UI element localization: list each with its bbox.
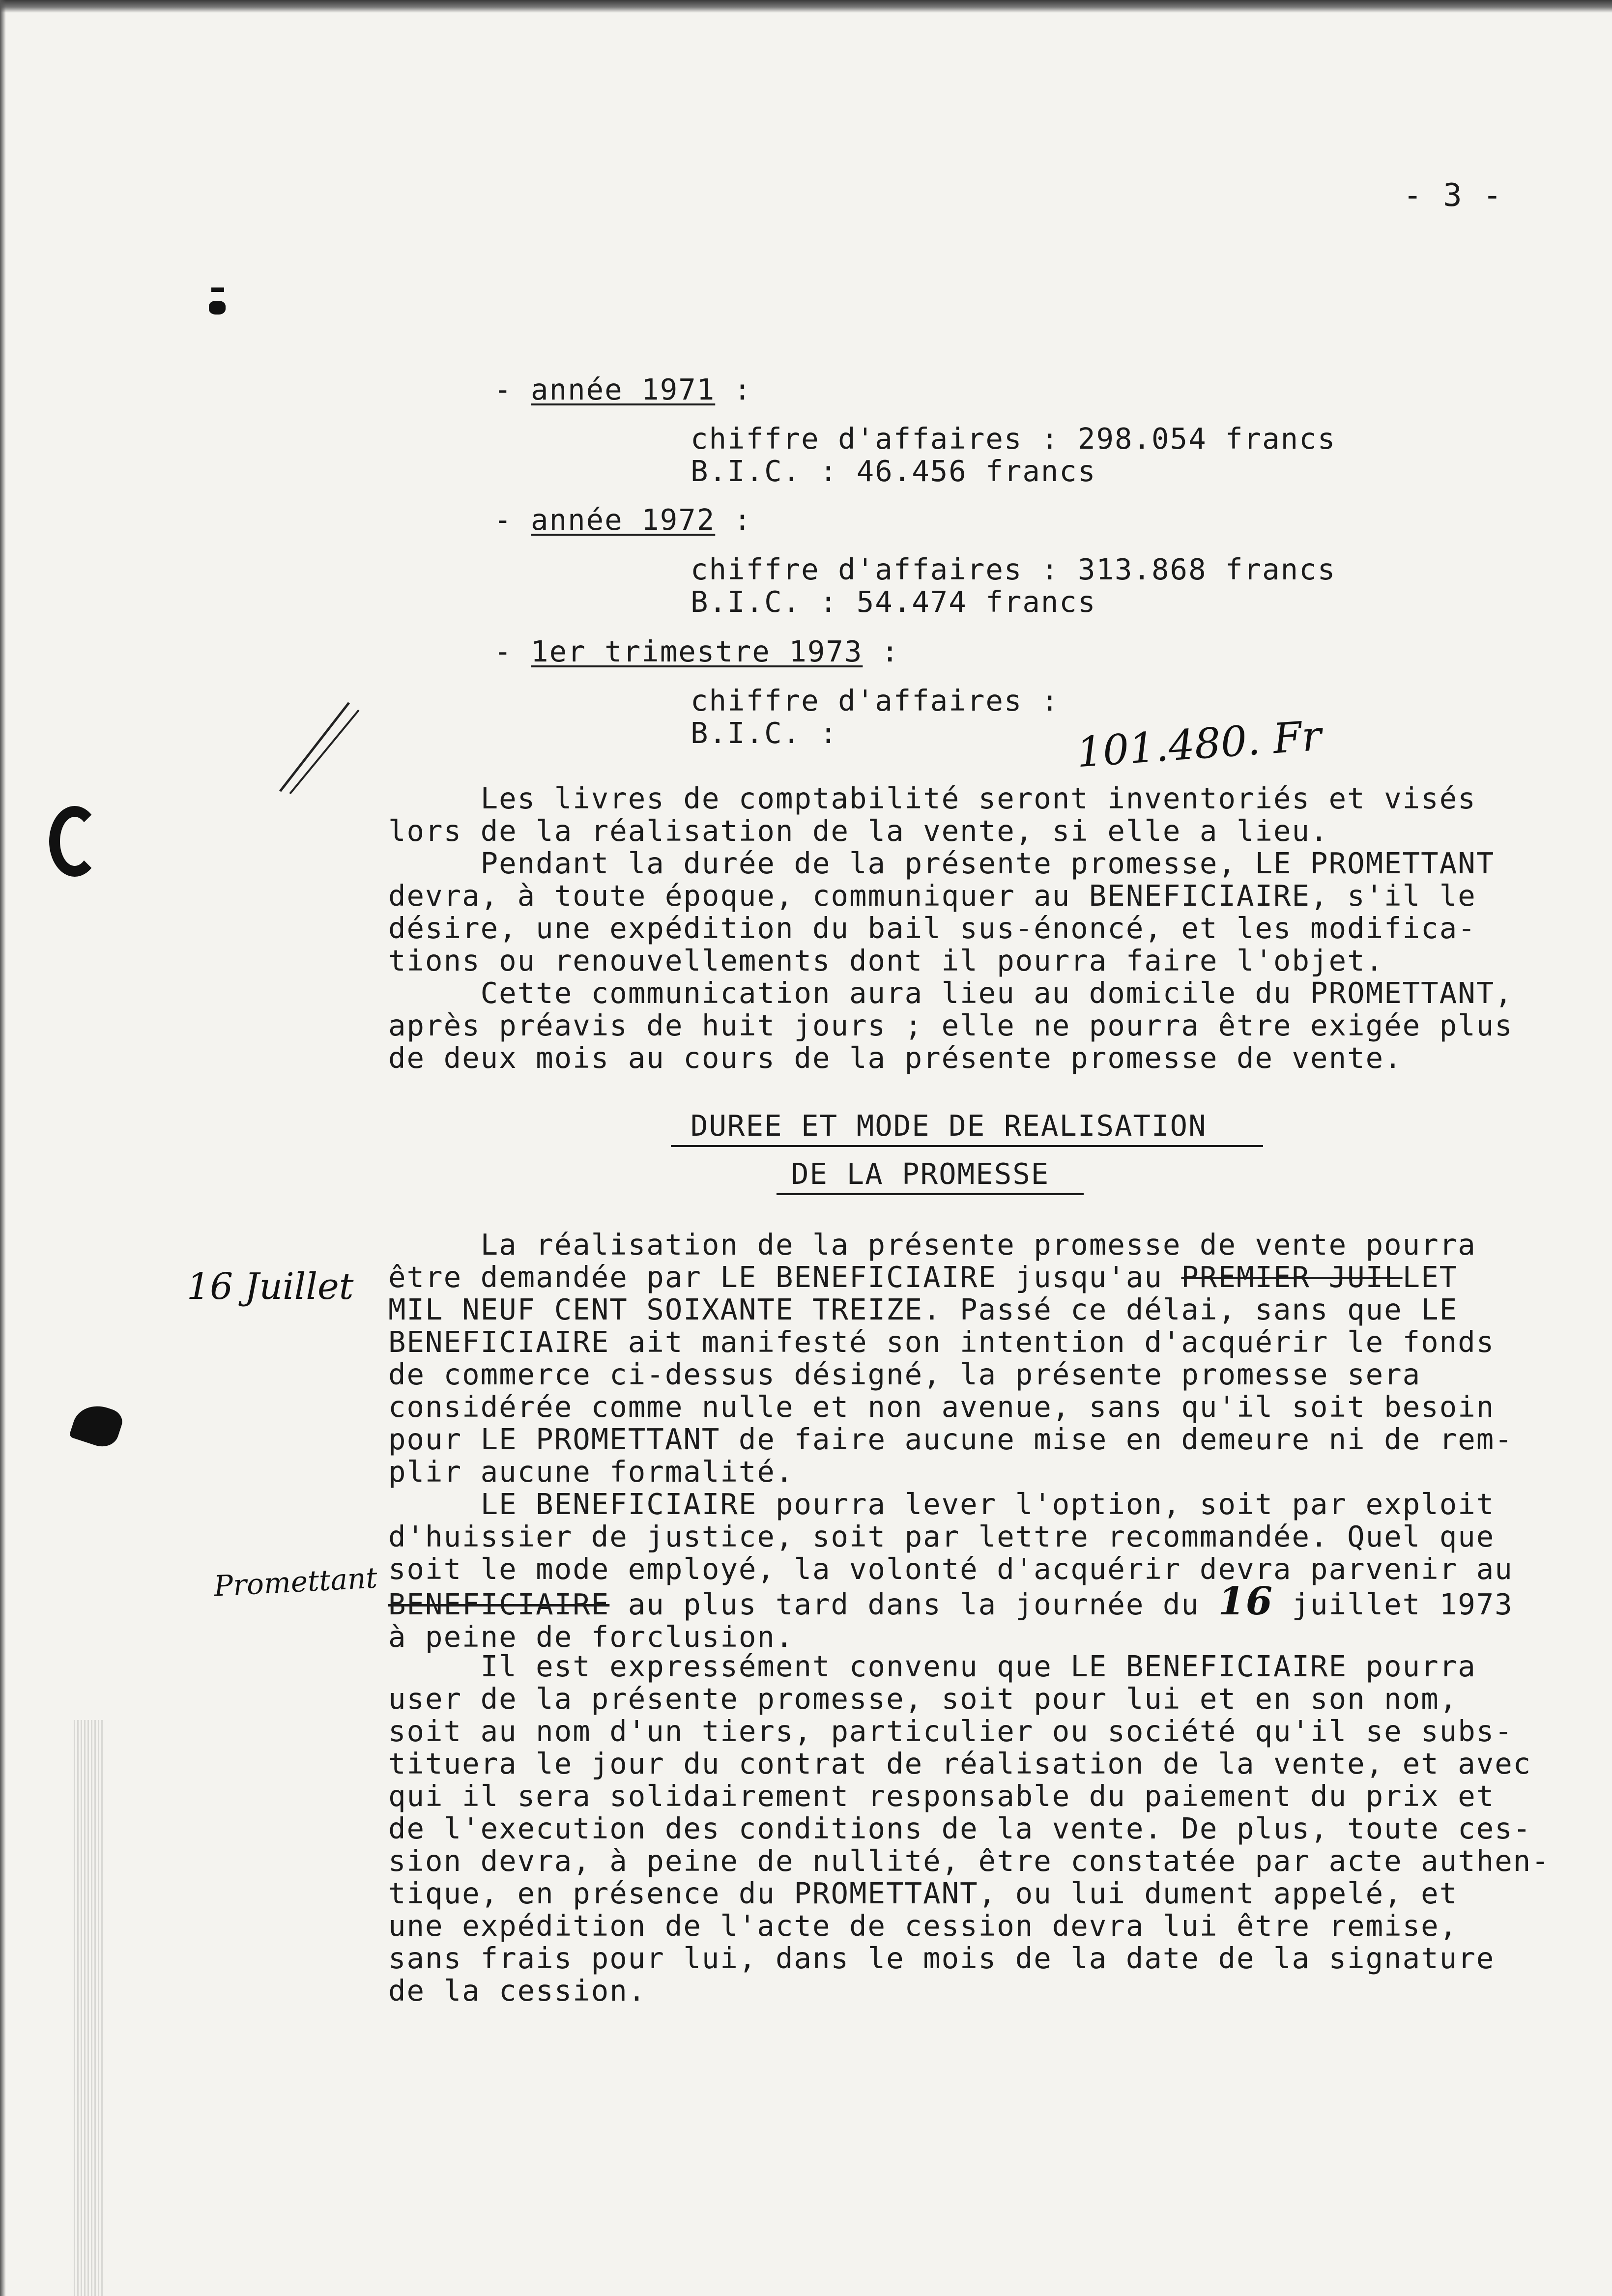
text-line: désire, une expédition du bail sus-énoncé, et les modifica- <box>388 911 1476 945</box>
handwritten-inline-day: 16 <box>1218 1579 1274 1624</box>
quarter-1973-turnover: chiffre d'affaires : <box>691 684 1060 718</box>
text-line: MIL NEUF CENT SOIXANTE TREIZE. Passé ce délai, sans que LE <box>388 1292 1458 1326</box>
text-line: soit le mode employé, la volonté d'acquérir devra parvenir au <box>388 1552 1513 1586</box>
margin-mark <box>211 287 224 292</box>
text-line: de commerce ci-dessus désigné, la présente promesse sera <box>388 1357 1421 1391</box>
text-line: BENEFICIAIRE au plus tard dans la journée du 16 juillet 1973 <box>388 1579 1513 1624</box>
section-title-line2: DE LA PROMESSE <box>791 1157 1050 1191</box>
text-line: user de la présente promesse, soit pour lui et en son nom, <box>388 1682 1458 1716</box>
cession-paragraph <box>388 1650 1550 2007</box>
text-line: sion devra, à peine de nullité, être constatée par acte authen- <box>388 1844 1550 1878</box>
section-title-rule <box>671 1145 1263 1147</box>
text-line: La réalisation de la présente promesse de vente pourra <box>388 1228 1476 1262</box>
text-line: tique, en présence du PROMETTANT, ou lui dument appelé, et <box>388 1876 1458 1910</box>
text-line: BENEFICIAIRE ait manifesté son intention d'acquérir le fonds <box>388 1325 1495 1359</box>
margin-mark <box>209 301 226 315</box>
text-line: considérée comme nulle et non avenue, sans qu'il soit besoin <box>388 1390 1495 1424</box>
year-1972-turnover: chiffre d'affaires : 313.868 francs <box>691 552 1336 586</box>
quarter-1973-label: 1er trimestre 1973 <box>531 634 863 668</box>
text-line: être demandée par LE BENEFICIAIRE jusqu'au PREMIER JUILLET <box>388 1260 1458 1294</box>
year-1971-bic: B.I.C. : 46.456 francs <box>691 454 1096 488</box>
text-line: LE BENEFICIAIRE pourra lever l'option, soit par exploit <box>388 1487 1495 1521</box>
handwritten-margin-promettant: Promettant <box>213 1561 378 1603</box>
scan-left-edge <box>0 0 6 2296</box>
punch-hole-mark <box>69 1399 125 1451</box>
text-line: de deux mois au cours de la présente promesse de vente. <box>388 1041 1403 1075</box>
text-line: soit au nom d'un tiers, particulier ou société qu'il se subs- <box>388 1714 1513 1748</box>
text-line: plir aucune formalité. <box>388 1455 794 1489</box>
text-line: à peine de forclusion. <box>388 1620 794 1654</box>
binding-shadow <box>74 1720 103 2296</box>
year-1972-label: année 1972 <box>531 503 716 537</box>
margin-slash-mark <box>275 698 364 796</box>
struck-text: BENEFICIAIRE <box>388 1587 610 1621</box>
quarter-1973-heading: - 1er trimestre 1973 : <box>494 634 900 668</box>
scan-top-edge <box>0 0 1612 13</box>
livres-paragraph <box>388 782 1513 1074</box>
text-line: tituera le jour du contrat de réalisation de la vente, et avec <box>388 1747 1532 1780</box>
realisation-paragraph <box>388 1229 1513 1488</box>
text-line: Il est expressément convenu que LE BENEFICIAIRE pourra <box>388 1649 1476 1683</box>
text-line: lors de la réalisation de la vente, si elle a lieu. <box>388 814 1329 848</box>
quarter-1973-bic: B.I.C. : <box>691 716 838 750</box>
year-1972-bic: B.I.C. : 54.474 francs <box>691 585 1096 619</box>
text-line: après préavis de huit jours ; elle ne pourra être exigée plus <box>388 1008 1513 1042</box>
text-line: Pendant la durée de la présente promesse, LE PROMETTANT <box>388 846 1495 880</box>
text-line: qui il sera solidairement responsable du paiement du prix et <box>388 1779 1495 1813</box>
handwritten-margin-date: 16 Juillet <box>187 1265 354 1308</box>
text-line: devra, à toute époque, communiquer au BENEFICIAIRE, s'il le <box>388 879 1476 913</box>
year-1971-label: année 1971 <box>531 373 716 406</box>
text-line: une expédition de l'acte de cession devra lui être remise, <box>388 1909 1458 1943</box>
year-1971-heading: - année 1971 : <box>494 373 752 406</box>
text-line: Cette communication aura lieu au domicile du PROMETTANT, <box>388 976 1513 1010</box>
text-line: pour LE PROMETTANT de faire aucune mise en demeure ni de rem- <box>388 1422 1513 1456</box>
text-line: de l'execution des conditions de la vente. De plus, toute ces- <box>388 1811 1532 1845</box>
text-line: d'huissier de justice, soit par lettre recommandée. Quel que <box>388 1520 1495 1553</box>
option-paragraph <box>388 1488 1513 1653</box>
struck-text: PREMIER JUIL <box>1181 1260 1403 1294</box>
section-title-line1: DUREE ET MODE DE REALISATION <box>691 1109 1207 1143</box>
page-number: - 3 - <box>1403 177 1503 214</box>
text-line: sans frais pour lui, dans le mois de la date de la signature <box>388 1941 1495 1975</box>
text-line: de la cession. <box>388 1974 647 2008</box>
handwritten-q1-amount: 101.480. Fr <box>1075 711 1324 777</box>
text-line: tions ou renouvellements dont il pourra faire l'objet. <box>388 944 1384 977</box>
year-1972-heading: - année 1972 : <box>494 503 752 537</box>
text-line: Les livres de comptabilité seront inventoriés et visés <box>388 781 1476 815</box>
punch-hole-mark <box>49 806 100 877</box>
year-1971-turnover: chiffre d'affaires : 298.054 francs <box>691 422 1336 456</box>
section-title-rule <box>777 1193 1084 1195</box>
